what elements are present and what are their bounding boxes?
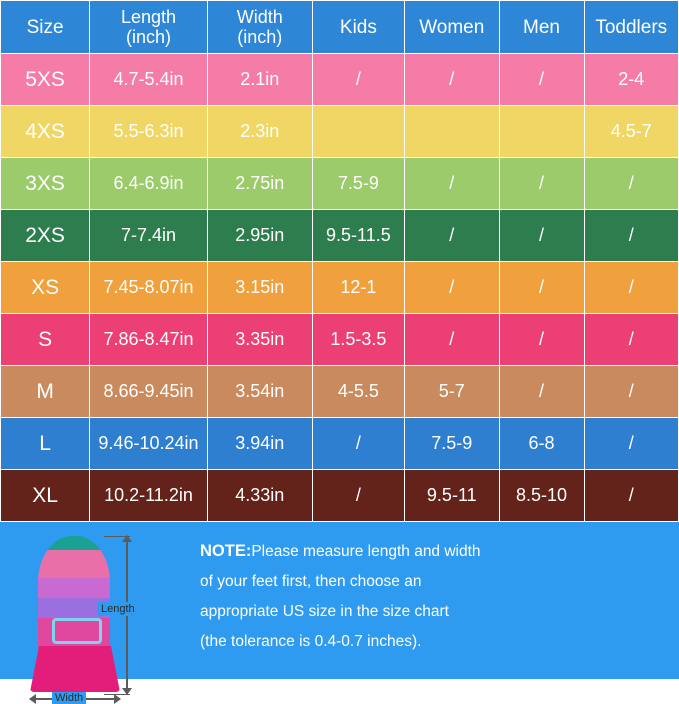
cell-women: 5-7 (405, 366, 499, 418)
table-row (1, 158, 679, 210)
cell-width: 3.15in (207, 262, 312, 314)
fin-foot-pocket-icon (30, 646, 120, 692)
cell-width: 2.95in (207, 210, 312, 262)
cell-width: 2.75in (207, 158, 312, 210)
cell-size: XL (1, 470, 90, 522)
note-line-3: appropriate US size in the size chart (200, 603, 449, 620)
column-header-kids: Kids (312, 1, 404, 54)
table-row (1, 262, 679, 314)
column-header-toddlers: Toddlers (584, 1, 679, 54)
cell-width: 3.35in (207, 314, 312, 366)
cell-length: 7.86-8.47in (90, 314, 208, 366)
cell-width: 2.3in (207, 106, 312, 158)
width-measure-label: Width (52, 692, 86, 704)
note-line-2: of your feet first, then choose an (200, 573, 422, 590)
cell-women: / (405, 158, 499, 210)
cell-toddlers: 4.5-7 (584, 106, 679, 158)
cell-toddlers: / (584, 314, 679, 366)
table-header (1, 1, 679, 54)
cell-kids: 1.5-3.5 (312, 314, 404, 366)
swim-fin-diagram (0, 522, 200, 704)
note-label: NOTE: (200, 542, 252, 560)
column-header-length-line1: Length (120, 7, 176, 27)
cell-women: / (405, 262, 499, 314)
cell-length: 4.7-5.4in (90, 54, 208, 106)
cell-kids: / (312, 54, 404, 106)
cell-kids: 9.5-11.5 (312, 210, 404, 262)
table-row (1, 106, 679, 158)
cell-women (405, 106, 499, 158)
cell-size: XS (1, 262, 90, 314)
cell-width: 2.1in (207, 54, 312, 106)
note-panel (0, 522, 679, 704)
cell-women: 7.5-9 (405, 418, 499, 470)
table-row (1, 314, 679, 366)
cell-women: 9.5-11 (405, 470, 499, 522)
cell-length: 7-7.4in (90, 210, 208, 262)
cell-size: 4XS (1, 106, 90, 158)
cell-toddlers: / (584, 210, 679, 262)
cell-width: 4.33in (207, 470, 312, 522)
cell-men: / (499, 262, 584, 314)
note-line-4: (the tolerance is 0.4-0.7 inches). (200, 633, 422, 650)
note-text (200, 522, 495, 657)
table-row (1, 54, 679, 106)
cell-width: 3.54in (207, 366, 312, 418)
cell-size: 3XS (1, 158, 90, 210)
cell-toddlers: / (584, 262, 679, 314)
note-line-1 (200, 536, 481, 567)
header-row (1, 1, 679, 54)
cell-kids: / (312, 418, 404, 470)
cell-width: 3.94in (207, 418, 312, 470)
cell-men: / (499, 314, 584, 366)
cell-toddlers: / (584, 418, 679, 470)
column-header-size: Size (1, 1, 90, 54)
cell-women: / (405, 314, 499, 366)
cell-length: 7.45-8.07in (90, 262, 208, 314)
cell-size: S (1, 314, 90, 366)
fin-strap-icon (52, 618, 102, 644)
column-header-width-line2: (inch) (237, 27, 283, 47)
cell-men: 8.5-10 (499, 470, 584, 522)
table-row (1, 210, 679, 262)
cell-men: / (499, 210, 584, 262)
column-header-men: Men (499, 1, 584, 54)
cell-men (499, 106, 584, 158)
cell-length: 9.46-10.24in (90, 418, 208, 470)
cell-men: 6-8 (499, 418, 584, 470)
cell-toddlers: / (584, 470, 679, 522)
cell-toddlers: 2-4 (584, 54, 679, 106)
cell-size: 5XS (1, 54, 90, 106)
note-line-1-text: Please measure length and width (251, 543, 481, 560)
cell-length: 6.4-6.9in (90, 158, 208, 210)
cell-toddlers: / (584, 158, 679, 210)
table-row (1, 418, 679, 470)
cell-women: / (405, 54, 499, 106)
cell-length: 8.66-9.45in (90, 366, 208, 418)
table-row (1, 470, 679, 522)
cell-size: 2XS (1, 210, 90, 262)
cell-kids (312, 106, 404, 158)
cell-men: / (499, 158, 584, 210)
length-measure-label: Length (98, 602, 138, 616)
cell-kids: 7.5-9 (312, 158, 404, 210)
column-header-length (90, 1, 208, 54)
cell-kids: 4-5.5 (312, 366, 404, 418)
cell-size: L (1, 418, 90, 470)
column-header-width-line1: Width (236, 7, 283, 27)
table-row (1, 366, 679, 418)
cell-length: 5.5-6.3in (90, 106, 208, 158)
column-header-women: Women (405, 1, 499, 54)
column-header-length-line2: (inch) (125, 27, 171, 47)
cell-length: 10.2-11.2in (90, 470, 208, 522)
cell-toddlers: / (584, 366, 679, 418)
cell-size: M (1, 366, 90, 418)
cell-women: / (405, 210, 499, 262)
table-body (1, 54, 679, 522)
cell-men: / (499, 366, 584, 418)
cell-kids: 12-1 (312, 262, 404, 314)
cell-kids: / (312, 470, 404, 522)
column-header-width (207, 1, 312, 54)
cell-men: / (499, 54, 584, 106)
